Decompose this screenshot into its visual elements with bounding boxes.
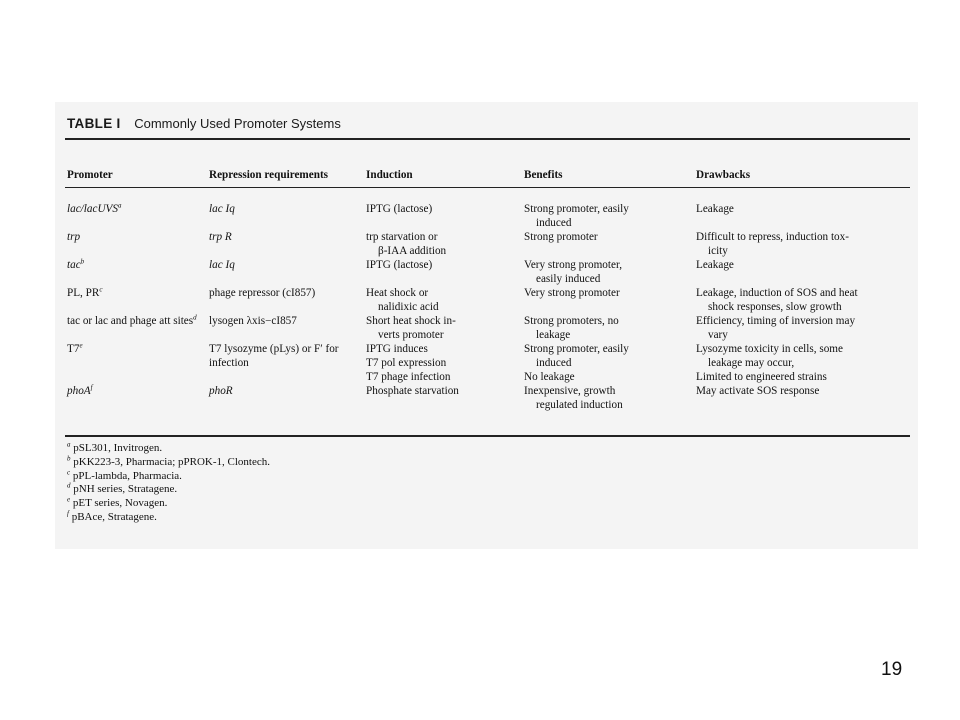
drawbacks-cell: Leakage, induction of SOS and heat shock responses, slow growth (696, 287, 858, 313)
footnote: $^b$ pKK223-3, Pharmacia; pPROK-1, Clontech. (67, 454, 270, 468)
drawbacks-cell: May activate SOS response (696, 385, 820, 397)
table-title-row (67, 116, 341, 131)
repression-cell: phage repressor (cI857) (209, 287, 316, 299)
repression-cell: trp R (209, 231, 232, 243)
promoter-cell: tac$^b$ (67, 257, 85, 271)
scanned-table-image (55, 102, 918, 549)
induction-cell: IPTG induces T7 pol expression T7 phage infection (366, 343, 451, 383)
promoter-cell: lac/lacUVS$^a$ (67, 201, 122, 215)
repression-cell: phoR (209, 385, 233, 397)
induction-cell: IPTG (lactose) (366, 259, 433, 271)
benefits-cell: Inexpensive, growth regulated induction (524, 385, 623, 411)
induction-cell: Phosphate starvation (366, 385, 459, 397)
promoter-cell: PL, $PR^c$ (67, 285, 103, 299)
repression-cell: lac Iq (209, 203, 235, 215)
table-row (67, 384, 896, 412)
header-repression: Repression requirements (209, 169, 329, 181)
induction-cell: Short heat shock in- verts promoter (366, 315, 456, 341)
header-promoter: Promoter (67, 169, 113, 181)
repression-cell: T7 lysozyme (pLys) or F′ for infection (209, 343, 339, 369)
header-induction: Induction (366, 169, 413, 181)
promoter-cell: trp (67, 231, 81, 243)
benefits-cell: Strong promoter, easily induced No leakage (524, 343, 629, 383)
promoter-cell: T7e (67, 341, 83, 355)
bottom-rule (65, 435, 910, 437)
table-title: Commonly Used Promoter Systems (134, 116, 341, 131)
promoter-cell: phoA$^f$ (67, 383, 93, 397)
drawbacks-cell: Leakage (696, 259, 734, 271)
footnote: $^c$ pPL-lambda, Pharmacia. (67, 467, 182, 482)
footnote: $^e$ pET series, Novagen. (67, 495, 168, 510)
repression-cell: lysogen λxis−cI857 (209, 315, 297, 327)
induction-cell: trp starvation or β-IAA addition (366, 231, 447, 257)
benefits-cell: Strong promoter (524, 231, 598, 243)
induction-cell: Heat shock or nalidixic acid (366, 287, 439, 313)
drawbacks-cell: Efficiency, timing of inversion may vary (696, 315, 856, 341)
header-drawbacks: Drawbacks (696, 169, 751, 181)
promoter-table (67, 148, 896, 412)
repression-cell: lac Iq (209, 259, 235, 271)
table-row (67, 314, 896, 342)
footnotes (67, 442, 270, 525)
table-label: TABLE I (67, 116, 121, 131)
drawbacks-cell: Leakage (696, 203, 734, 215)
footnote: $^a$ pSL301, Invitrogen. (67, 440, 163, 454)
table-row (67, 190, 896, 230)
table-row (67, 258, 896, 286)
benefits-cell: Very strong promoter (524, 287, 620, 299)
page-number: 19 (881, 659, 903, 680)
drawbacks-cell: Difficult to repress, induction tox- icity (696, 231, 849, 257)
table-row (67, 230, 896, 258)
footnote: $^f$ pBAce, Stratagene. (67, 509, 157, 523)
top-rule (65, 138, 910, 140)
benefits-cell: Strong promoters, no leakage (524, 315, 619, 341)
table-row (67, 286, 896, 314)
footnote: $^d$ pNH series, Stratagene. (67, 481, 178, 496)
induction-cell: IPTG (lactose) (366, 203, 433, 215)
benefits-cell: Strong promoter, easily induced (524, 203, 629, 229)
header-row (67, 148, 896, 190)
drawbacks-cell: Lysozyme toxicity in cells, some leakage may occur, Limited to engineered strains (696, 343, 843, 383)
table-row (67, 342, 896, 384)
header-benefits: Benefits (524, 169, 563, 181)
promoter-cell: tac or lac and phage att sites$^d$ (67, 313, 197, 327)
benefits-cell: Very strong promoter, easily induced (524, 259, 623, 285)
